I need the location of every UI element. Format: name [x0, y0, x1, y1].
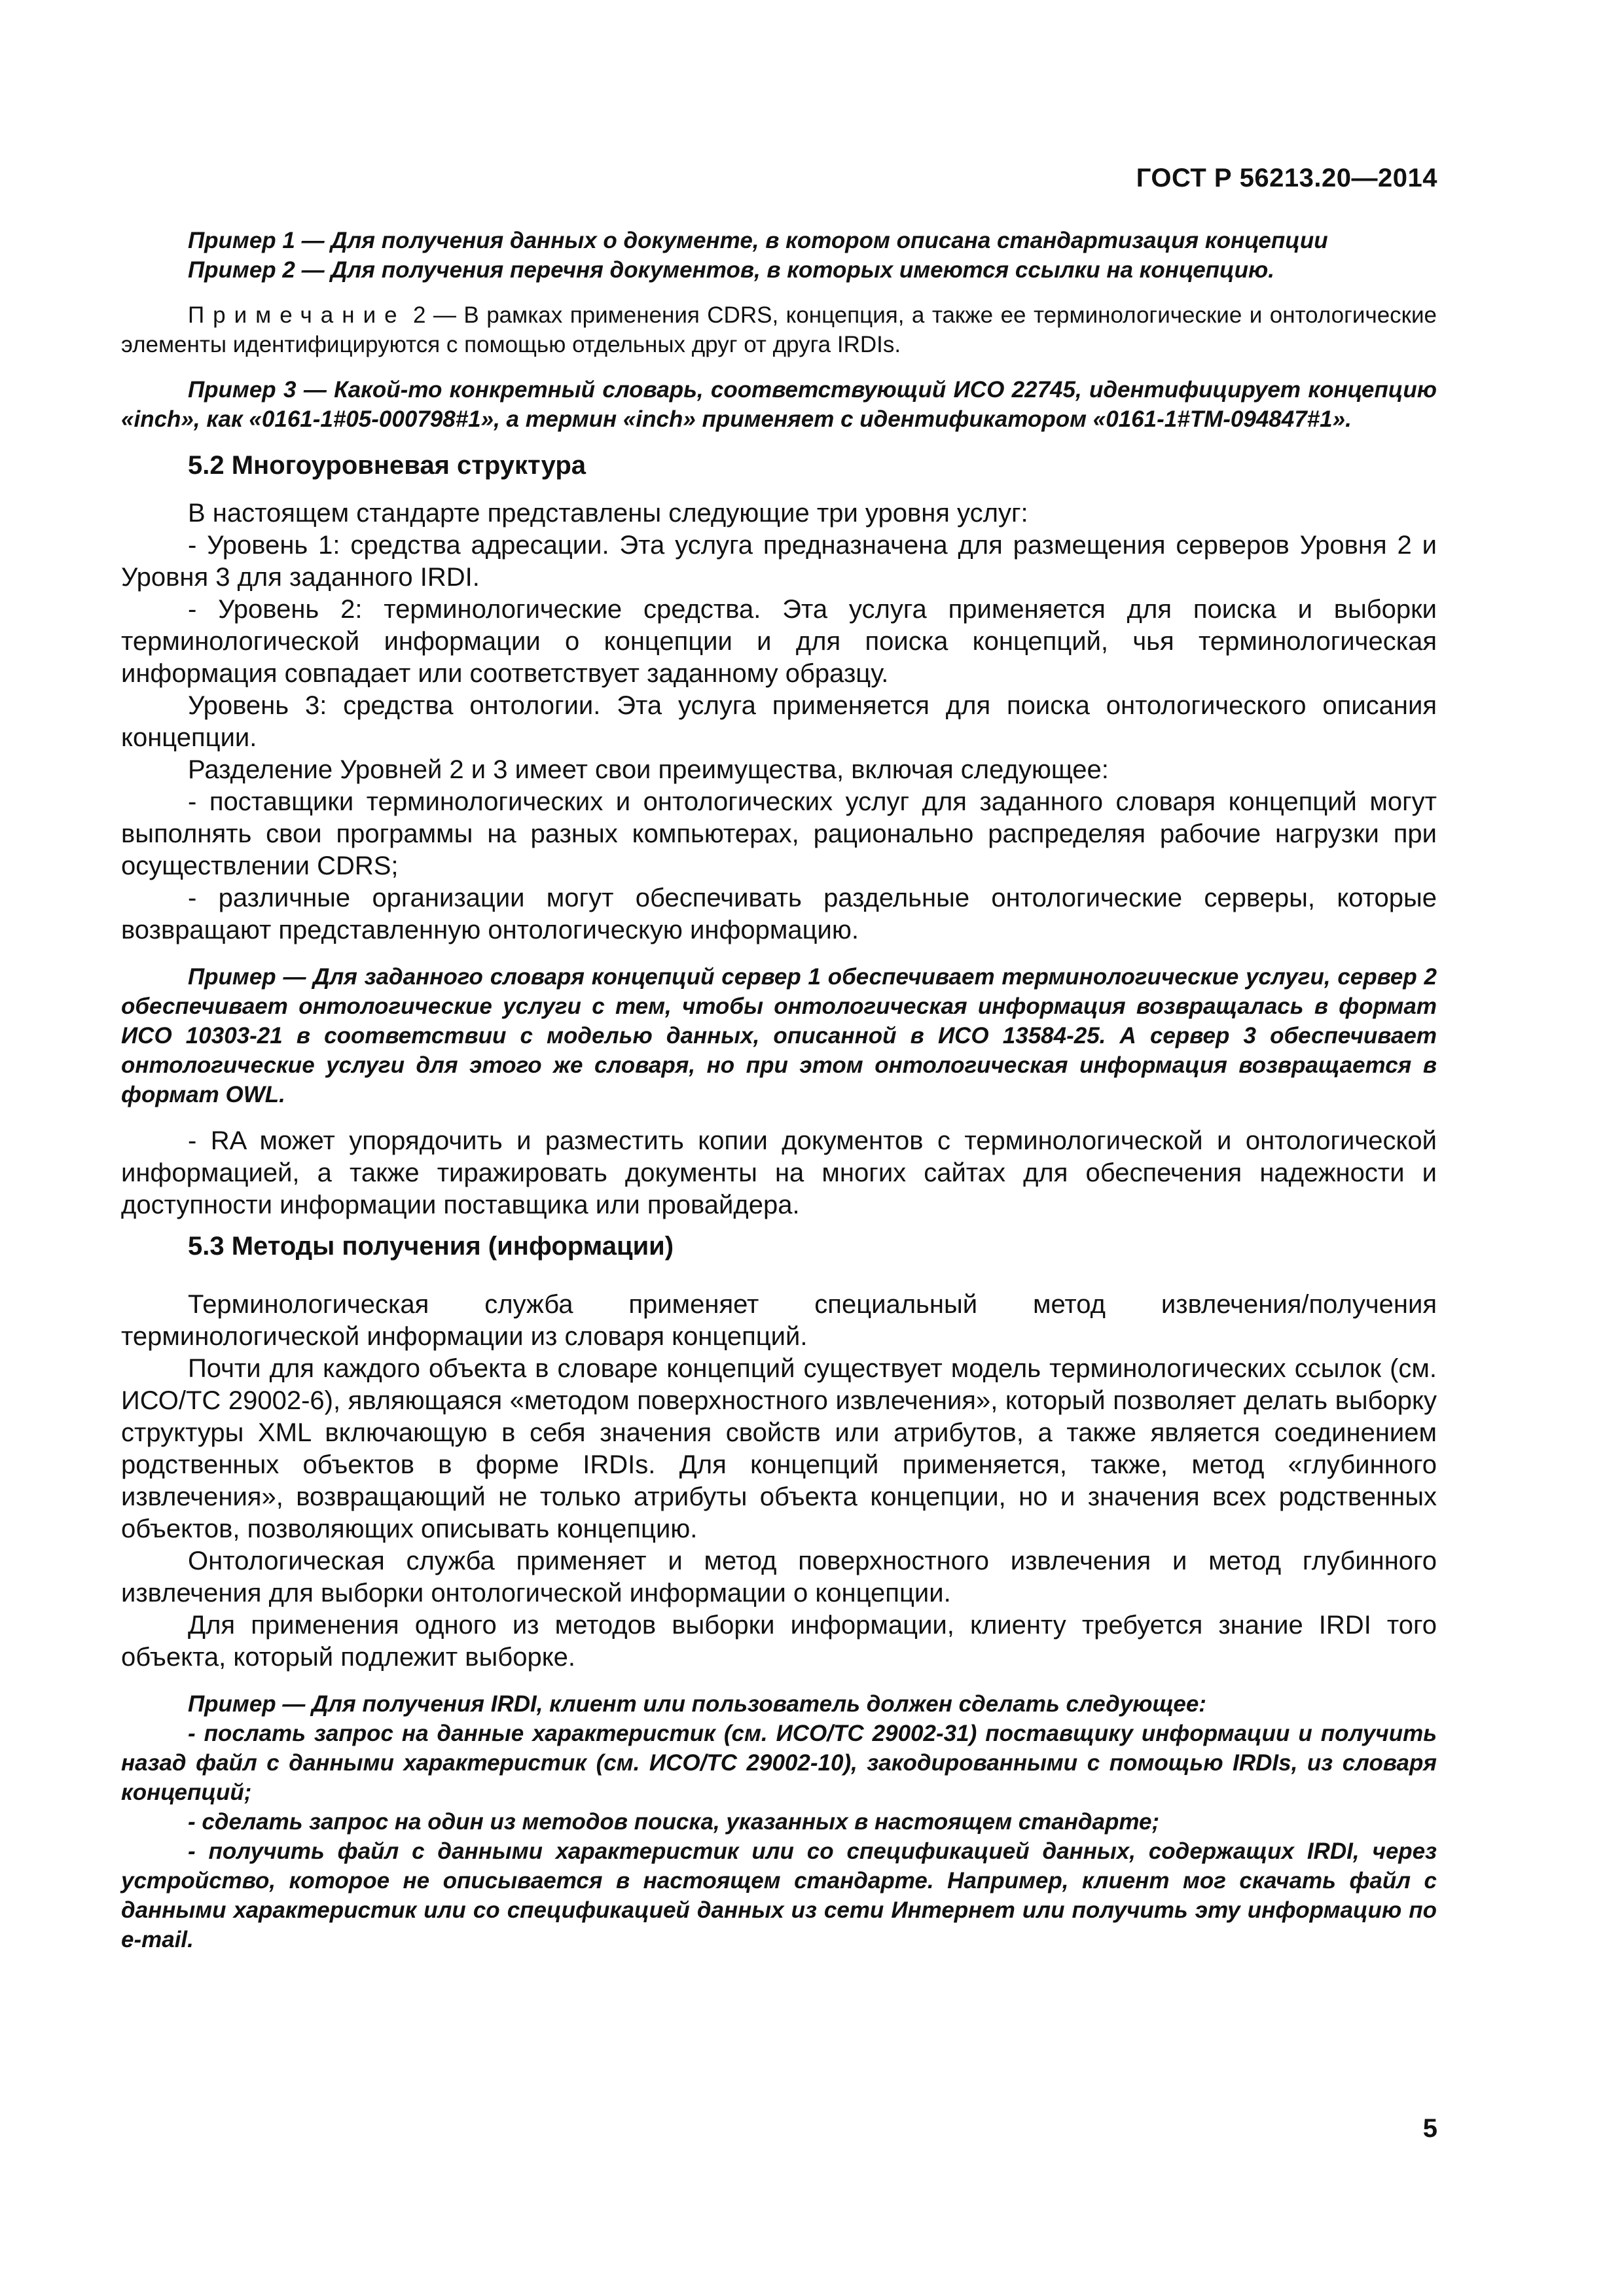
- section-5-2-paragraph: Уровень 3: средства онтологии. Эта услуга применяется для поиска онтологического описания концепции.: [121, 691, 1437, 752]
- section-5-2-paragraph: В настоящем стандарте представлены следующие три уровня услуг:: [188, 499, 1028, 528]
- section-5-3-paragraph: Терминологическая служба применяет специальный метод извлечения/получения терминологической информации из словаря концепций.: [121, 1290, 1437, 1351]
- section-5-3-paragraph: Для применения одного из методов выборки информации, клиенту требуется знание IRDI того объекта, который подлежит выборке.: [121, 1611, 1437, 1672]
- section-5-3-example-line: - послать запрос на данные характеристик (см. ИСО/ТС 29002-31) поставщику информации и получить назад файл с данными характеристик (см. ИСО/ТС 29002-10), закодированными с помощью IRDIs, из словаря концепций;: [121, 1721, 1437, 1805]
- section-5-3-example-line: Пример — Для получения IRDI, клиент или пользователь должен сделать следующее:: [188, 1691, 1206, 1717]
- page-number: 5: [1422, 2114, 1437, 2143]
- section-5-3-paragraph: Почти для каждого объекта в словаре концепций существует модель терминологических ссылок (см. ИСО/ТС 29002-6), являющаяся «методом поверхностного извлечения», который позволяет делать выборку структуры XML включающую в себя значения свойств или атрибутов, а также является соединением родственных объектов в форме IRDIs. Для концепций применяется, также, метод «глубинного извлечения», возвращающий не только атрибуты объекта концепции, но и значения всех родственных объектов, позволяющих описывать концепцию.: [121, 1354, 1437, 1543]
- standard-code-header: ГОСТ Р 56213.20—2014: [1136, 164, 1437, 192]
- example-2: Пример 2 — Для получения перечня документов, в которых имеются ссылки на концепцию.: [188, 257, 1275, 283]
- note-label: Примечание: [188, 302, 406, 328]
- page-content: [121, 226, 1437, 1954]
- section-5-2-example: Пример — Для заданного словаря концепций сервер 1 обеспечивает терминологические услуги, сервер 2 обеспечивает онтологические услуги с тем, чтобы онтологическая информация возвращалась в формат ИСО 10303-21 в соответствии с моделью данных, описанной в ИСО 13584-25. А сервер 3 обеспечивает онтологические услуги для этого же словаря, но при этом онтологическая информация возвращается в формат OWL.: [121, 964, 1437, 1107]
- example-3: Пример 3 — Какой-то конкретный словарь, соответствующий ИСО 22745, идентифицирует концепцию «inch», как «0161-1#05-000798#1», а термин «inch» применяет с идентификатором «0161-1#TM-094847#1».: [121, 377, 1437, 432]
- section-5-2-paragraph: - Уровень 1: средства адресации. Эта услуга предназначена для размещения серверов Уровня 2 и Уровня 3 для заданного IRDI.: [121, 531, 1437, 592]
- note-2: [121, 300, 1437, 359]
- note-2-text: 2 — В рамках применения CDRS, концепция, а также ее терминологические и онтологические элементы идентифицируются с помощью отдельных друг от друга IRDIs.: [121, 302, 1437, 357]
- section-5-2-paragraph: - Уровень 2: терминологические средства. Эта услуга применяется для поиска и выборки терминологической информации о концепции и для поиска концепций, чья терминологическая информация совпадает или соответствует заданному образцу.: [121, 595, 1437, 688]
- section-5-3-paragraph: Онтологическая служба применяет и метод поверхностного извлечения и метод глубинного извлечения для выборки онтологической информации о концепции.: [121, 1547, 1437, 1607]
- section-5-2-paragraph: Разделение Уровней 2 и 3 имеет свои преимущества, включая следующее:: [188, 755, 1109, 784]
- example-1: Пример 1 — Для получения данных о документе, в котором описана стандартизация концепции: [188, 228, 1328, 253]
- section-5-2-paragraph: - различные организации могут обеспечивать раздельные онтологические серверы, которые возвращают представленную онтологическую информацию.: [121, 884, 1437, 944]
- section-5-3-example-line: - сделать запрос на один из методов поиска, указанных в настоящем стандарте;: [188, 1809, 1160, 1835]
- section-5-2-paragraph: - поставщики терминологических и онтологических услуг для заданного словаря концепций могут выполнять свои программы на разных компьютерах, рационально распределяя рабочие нагрузки при осуществлении CDRS;: [121, 787, 1437, 880]
- section-5-3-title: 5.3 Методы получения (информации): [188, 1232, 674, 1261]
- section-5-3-example-line: - получить файл с данными характеристик или со спецификацией данных, содержащих IRDI, через устройство, которое не описывается в настоящем стандарте. Например, клиент мог скачать файл с данными характеристик или со спецификацией данных из сети Интернет или получить эту информацию по e-mail.: [121, 1839, 1437, 1952]
- section-5-2-after-example: - RA может упорядочить и разместить копии документов с терминологической и онтологической информацией, а также тиражировать документы на многих сайтах для обеспечения надежности и доступности информации поставщика или провайдера.: [121, 1126, 1437, 1219]
- section-5-2-title: 5.2 Многоуровневая структура: [188, 451, 586, 480]
